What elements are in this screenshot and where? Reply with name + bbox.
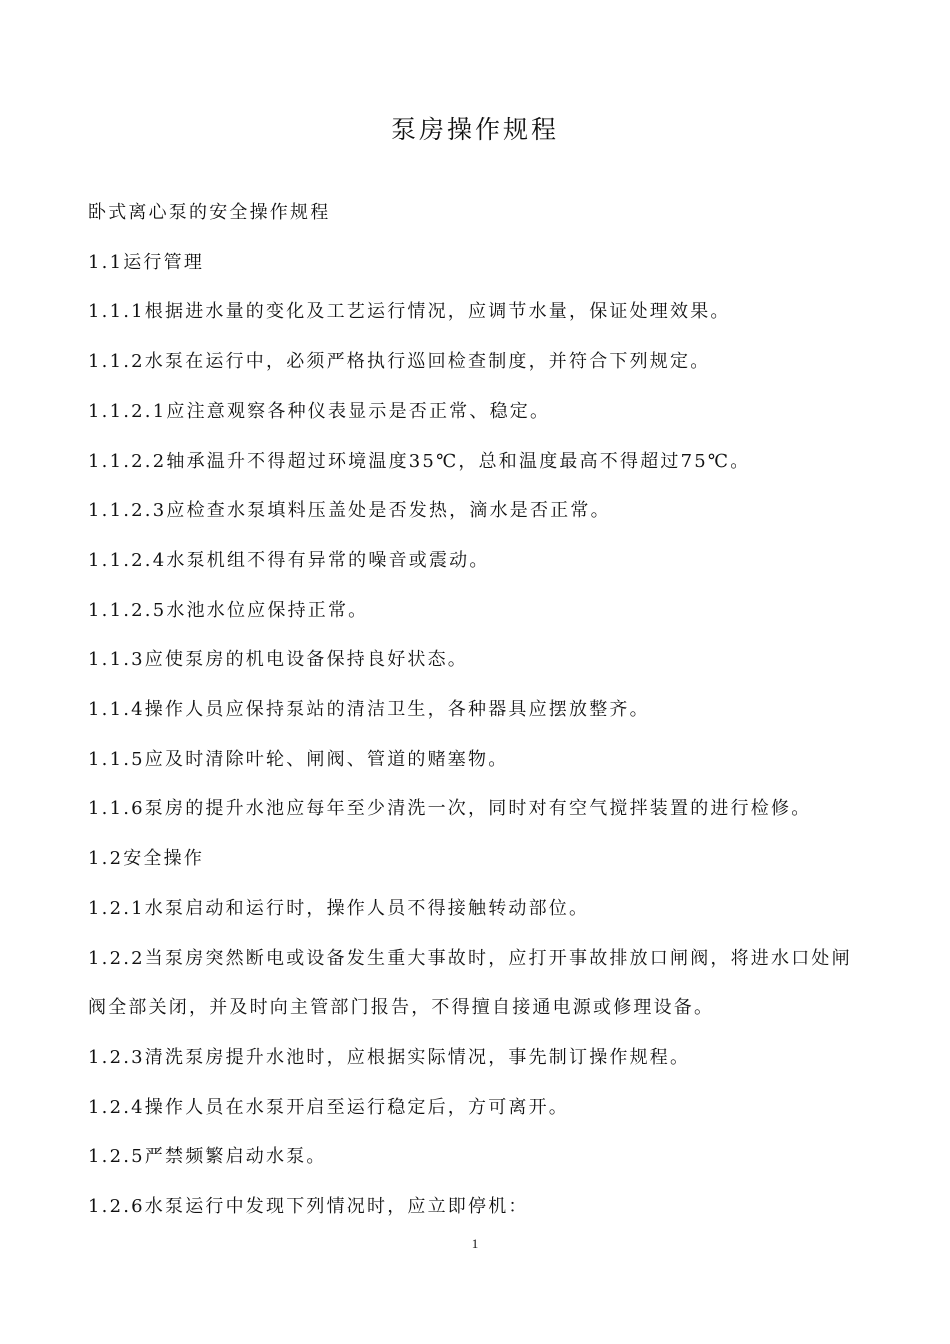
paragraph: 1.1.4操作人员应保持泵站的清洁卫生，各种器具应摆放整齐。	[88, 699, 650, 721]
paragraph: 1.1.3应使泵房的机电设备保持良好状态。	[88, 649, 468, 671]
paragraph: 1.1.2水泵在运行中，必须严格执行巡回检查制度，并符合下列规定。	[88, 351, 711, 373]
page-number: 1	[471, 1236, 479, 1251]
section-heading: 卧式离心泵的安全操作规程	[88, 202, 331, 223]
paragraph: 1.1.2.3应检查水泵填料压盖处是否发热，滴水是否正常。	[88, 500, 611, 522]
paragraph: 1.2.1水泵启动和运行时，操作人员不得接触转动部位。	[88, 897, 590, 919]
subsection-heading: 1.1运行管理	[88, 251, 205, 273]
paragraph: 1.2.6水泵运行中发现下列情况时，应立即停机：	[88, 1196, 529, 1218]
paragraph: 1.1.1根据进水量的变化及工艺运行情况，应调节水量，保证处理效果。	[88, 301, 731, 323]
paragraph: 1.1.2.2轴承温升不得超过环境温度35℃，总和温度最高不得超过75℃。	[88, 450, 751, 472]
paragraph: 1.1.6泵房的提升水池应每年至少清洗一次，同时对有空气搅拌装置的进行检修。	[88, 798, 812, 820]
document-title: 泵房操作规程	[390, 115, 559, 144]
paragraph: 1.1.2.5水池水位应保持正常。	[88, 599, 369, 621]
document-body	[88, 188, 868, 1232]
paragraph: 1.2.4操作人员在水泵开启至运行稳定后，方可离开。	[88, 1096, 569, 1118]
paragraph: 1.2.3清洗泵房提升水池时，应根据实际情况，事先制订操作规程。	[88, 1046, 691, 1068]
paragraph: 1.1.2.1应注意观察各种仪表显示是否正常、稳定。	[88, 400, 551, 422]
paragraph: 1.2.5严禁频繁启动水泵。	[88, 1146, 327, 1168]
paragraph: 1.2.2当泵房突然断电或设备发生重大事故时，应打开事故排放口闸阀，将进水口处闸阀全部关闭，并及时向主管部门报告，不得擅自接通电源或修理设备。	[88, 947, 852, 1019]
paragraph: 1.1.5应及时清除叶轮、闸阀、管道的赌塞物。	[88, 748, 509, 770]
subsection-heading: 1.2安全操作	[88, 848, 205, 870]
paragraph: 1.1.2.4水泵机组不得有异常的噪音或震动。	[88, 549, 490, 571]
